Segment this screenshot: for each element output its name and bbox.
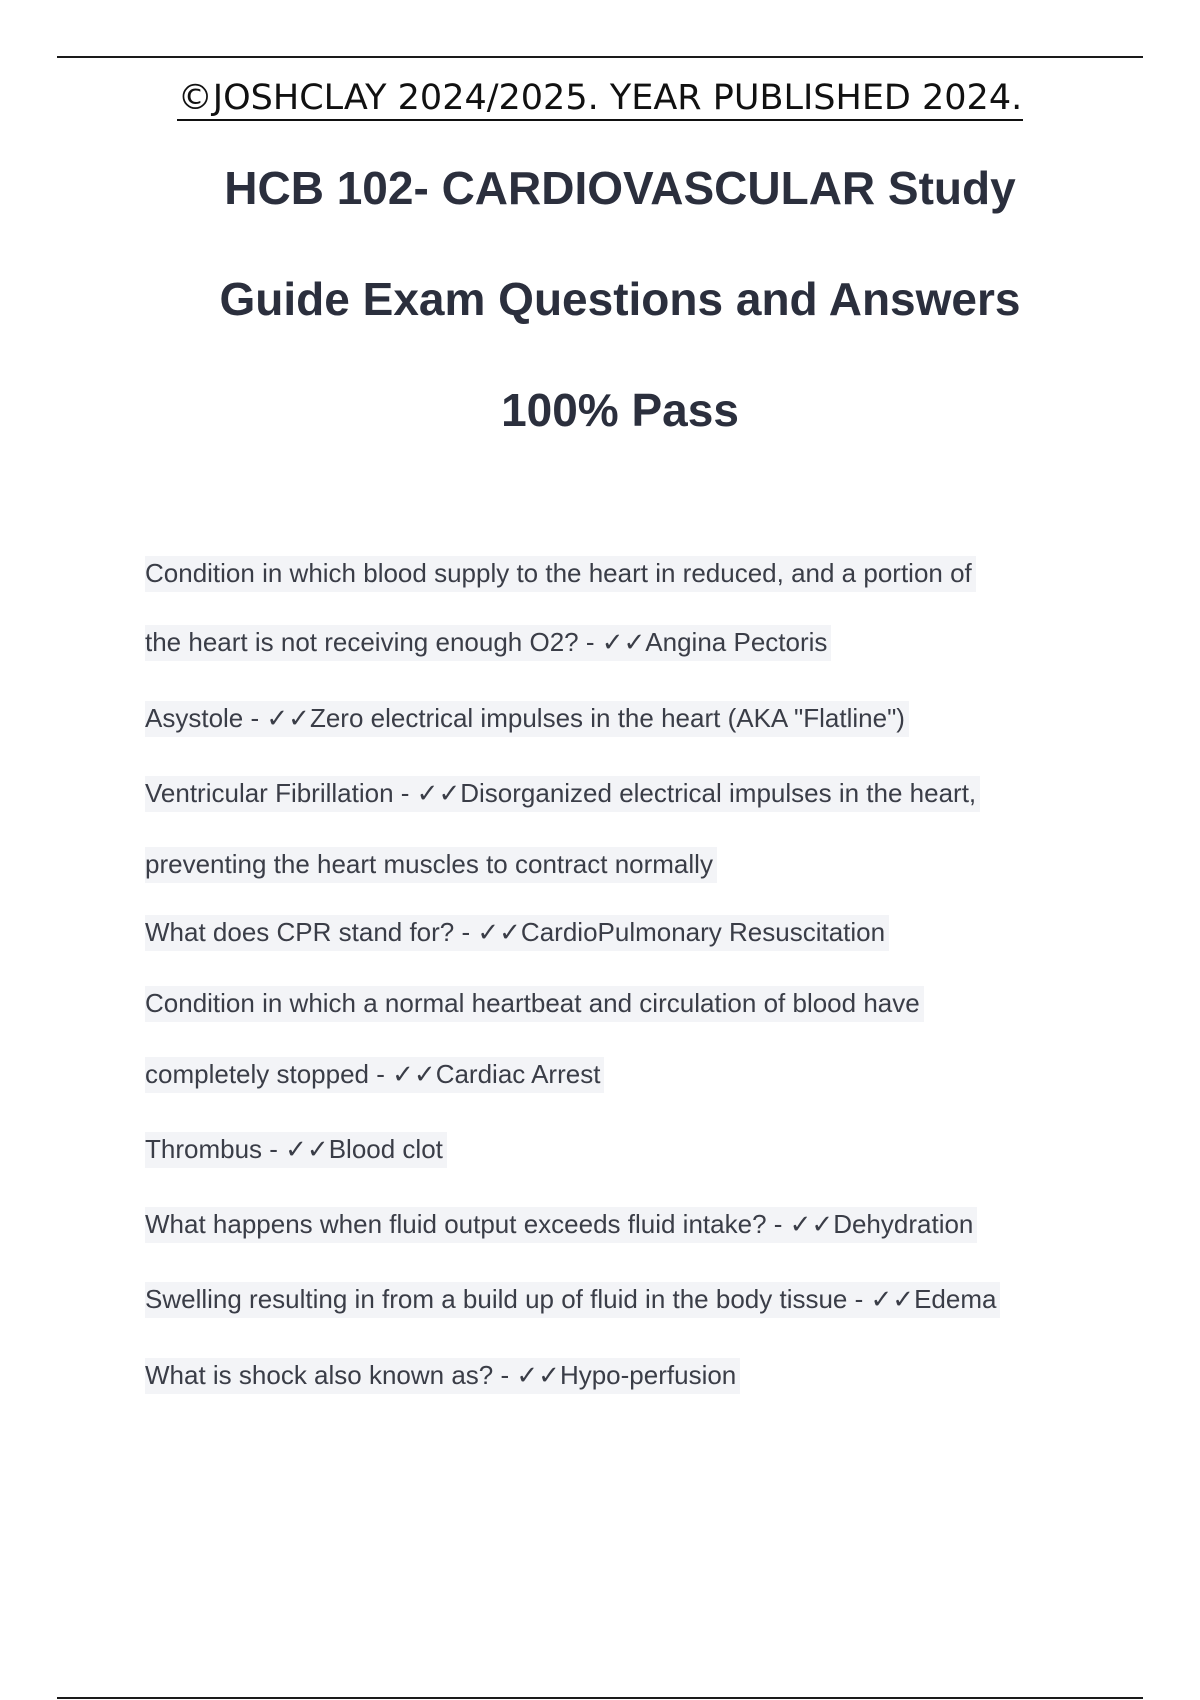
- qa-text: Condition in which blood supply to the heart in reduced, and a portion of: [145, 556, 976, 592]
- qa-line: [145, 622, 831, 662]
- qa-text: the heart is not receiving enough O2? - ✓✓Angina Pectoris: [145, 625, 831, 661]
- qa-line: [145, 773, 980, 813]
- qa-text: Condition in which a normal heartbeat and circulation of blood have: [145, 986, 924, 1022]
- qa-text: Ventricular Fibrillation - ✓✓Disorganized electrical impulses in the heart,: [145, 776, 980, 812]
- qa-line: [145, 1129, 447, 1169]
- bottom-rule: [57, 1697, 1143, 1699]
- qa-text: Thrombus - ✓✓Blood clot: [145, 1132, 447, 1168]
- qa-line: [145, 1054, 604, 1094]
- qa-text: What does CPR stand for? - ✓✓CardioPulmonary Resuscitation: [145, 915, 889, 951]
- title-line-3: 100% Pass: [501, 384, 739, 436]
- qa-line: [145, 698, 909, 738]
- qa-line: [145, 1279, 1000, 1319]
- title-line-2: Guide Exam Questions and Answers: [219, 273, 1021, 325]
- title-line-1: HCB 102- CARDIOVASCULAR Study: [224, 162, 1016, 214]
- qa-line: [145, 553, 976, 593]
- qa-line: [145, 912, 889, 952]
- top-rule: [57, 56, 1143, 58]
- qa-line: [145, 844, 717, 884]
- qa-line: [145, 1355, 740, 1395]
- qa-text: completely stopped - ✓✓Cardiac Arrest: [145, 1057, 604, 1093]
- qa-text: Asystole - ✓✓Zero electrical impulses in the heart (AKA "Flatline"): [145, 701, 909, 737]
- copyright-text: ©JOSHCLAY 2024/2025. YEAR PUBLISHED 2024.: [177, 78, 1023, 121]
- document-title: [90, 148, 1150, 481]
- copyright-header: [0, 78, 1200, 121]
- qa-text: What happens when fluid output exceeds fluid intake? - ✓✓Dehydration: [145, 1207, 977, 1243]
- qa-text: preventing the heart muscles to contract normally: [145, 847, 717, 883]
- qa-text: What is shock also known as? - ✓✓Hypo-perfusion: [145, 1358, 740, 1394]
- qa-line: [145, 983, 924, 1023]
- qa-text: Swelling resulting in from a build up of fluid in the body tissue - ✓✓Edema: [145, 1282, 1000, 1318]
- qa-line: [145, 1204, 977, 1244]
